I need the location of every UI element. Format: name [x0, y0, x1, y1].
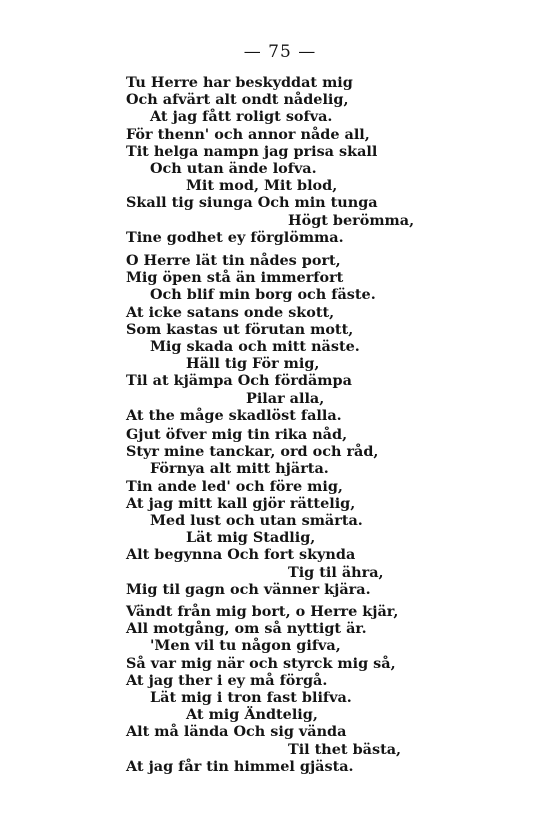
verse-line: Alt begynna Och fort skynda: [126, 546, 356, 564]
verse-line: Och blif min borg och fäste.: [150, 286, 376, 304]
verse-line: At icke satans onde skott,: [126, 303, 335, 321]
verse-line: Som kastas ut förutan mott,: [126, 320, 354, 338]
verse-line: Mit mod, Mit blod,: [186, 177, 338, 195]
verse-line: Mig öpen stå än immerfort: [126, 269, 344, 287]
verse-line: Alt må lända Och sig vända: [126, 723, 347, 741]
verse-line: Lät mig i tron fast blifva.: [150, 688, 352, 706]
verse-line: Skall tig siunga Och min tunga: [126, 194, 378, 212]
page-number: — 75 —: [243, 42, 317, 62]
verse-line: At jag mitt kall gjör rättelig,: [126, 494, 356, 512]
verse-line: Så var mig när och styrck mig så,: [126, 654, 396, 672]
verse-line: För thenn' och annor nåde all,: [126, 125, 370, 143]
verse-line: Tin ande led' och före mig,: [126, 477, 343, 495]
verse-line: Och utan ände lofva.: [150, 159, 317, 177]
verse-line: Styr mine tanckar, ord och råd,: [126, 443, 379, 461]
verse-line: Tit helga nampn jag prisa skall: [126, 142, 378, 160]
verse-line: At mig Ändtelig,: [186, 706, 318, 724]
verse-line: Förnya alt mitt hjärta.: [150, 460, 329, 478]
verse-line: Högt berömma,: [288, 211, 415, 229]
verse-line: At jag får tin himmel gjästa.: [126, 757, 354, 775]
verse-line: Mig skada och mitt näste.: [150, 337, 360, 355]
verse-line: At jag ther i ey må förgå.: [126, 671, 328, 689]
verse-line: Vändt från mig bort, o Herre kjär,: [126, 603, 399, 620]
verse-line: O Herre lät tin nådes port,: [126, 252, 341, 269]
verse-line: Pilar alla,: [246, 389, 325, 407]
verse-line: All motgång, om så nyttigt är.: [126, 620, 367, 638]
verse-line: Til thet bästa,: [288, 740, 402, 758]
verse-line: Tu Herre har beskyddat mig: [126, 74, 353, 91]
verse-line: Til at kjämpa Och fördämpa: [126, 372, 352, 390]
verse-line: At the måge skadlöst falla.: [126, 406, 342, 424]
stanza-3: [126, 426, 506, 598]
verse-line: Gjut öfver mig tin rika nåd,: [126, 426, 348, 443]
verse-line: Med lust och utan smärta.: [150, 511, 363, 529]
stanza-2: [126, 252, 506, 424]
stanza-1: [126, 74, 506, 246]
stanza-4: [126, 603, 506, 775]
verse-line: 'Men vil tu någon gifva,: [150, 637, 341, 655]
verse-line: Lät mig Stadlig,: [186, 529, 316, 547]
verse-line: At jag fått roligt sofva.: [150, 108, 333, 126]
verse-line: Tig til ähra,: [288, 563, 384, 581]
verse-line: Tine godhet ey förglömma.: [126, 228, 344, 246]
verse-line: Häll tig För mig,: [186, 355, 320, 373]
verse-line: Och afvärt alt ondt nådelig,: [126, 91, 349, 109]
verse-line: Mig til gagn och vänner kjära.: [126, 580, 371, 598]
